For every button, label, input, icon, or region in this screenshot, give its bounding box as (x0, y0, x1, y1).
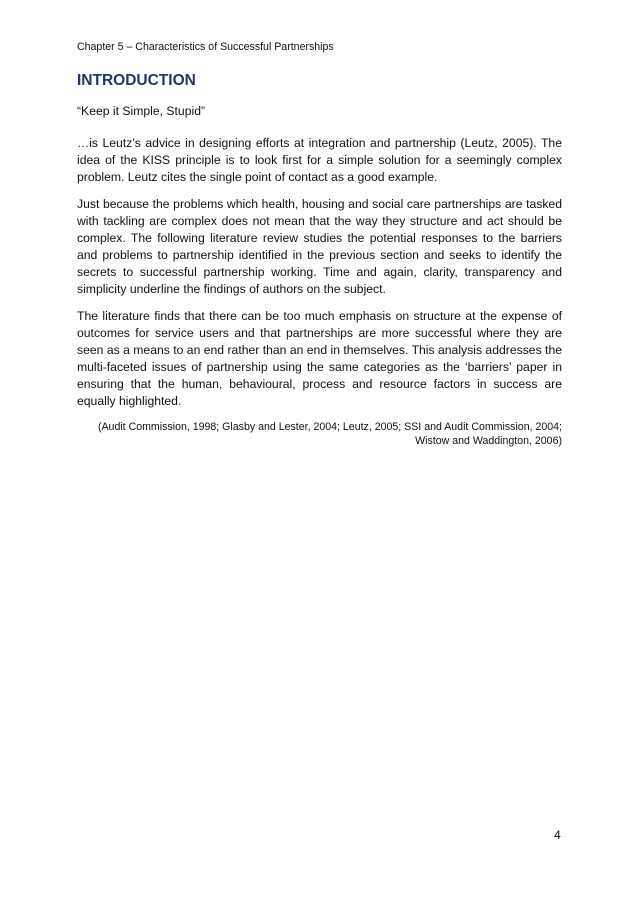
main-content (77, 72, 562, 448)
paragraph-leutz-advice: …is Leutz’s advice in designing efforts at integration and partnership (Leutz, 2005). The idea of the KISS principle is to look first for a simple solution for a seemingly complex problem. Leutz cites the single point of contact as a good example. (77, 136, 562, 184)
running-header: Chapter 5 – Characteristics of Successful Partnerships (77, 41, 334, 53)
paragraph-literature-findings: The literature finds that there can be too much emphasis on structure at the expense of outcomes for service users and that partnerships are more successful where they are seen as a means to an end rather than an end in themselves. This analysis addresses the multi-faceted issues of partnership using the same categories as the ‘barriers’ paper in ensuring that the human, behavioural, process and resource factors in success are equally highlighted. (77, 309, 562, 408)
page-number: 4 (554, 828, 561, 842)
section-title: INTRODUCTION (77, 72, 196, 89)
kiss-quote: “Keep it Simple, Stupid” (77, 104, 206, 118)
references-citation: (Audit Commission, 1998; Glasby and Lester, 2004; Leutz, 2005; SSI and Audit Commission, 2004; Wistow and Waddington, 2006) (97, 421, 562, 447)
paragraph-complex-problems: Just because the problems which health, housing and social care partnerships are tasked with tackling are complex does not mean that the way they structure and act should be complex. The following literature review studies the potential responses to the barriers and problems to partnership identified in the previous section and seeks to identify the secrets to successful partnership working. Time and again, clarity, transparency and simplicity underline the findings of authors on the subject. (77, 197, 562, 296)
